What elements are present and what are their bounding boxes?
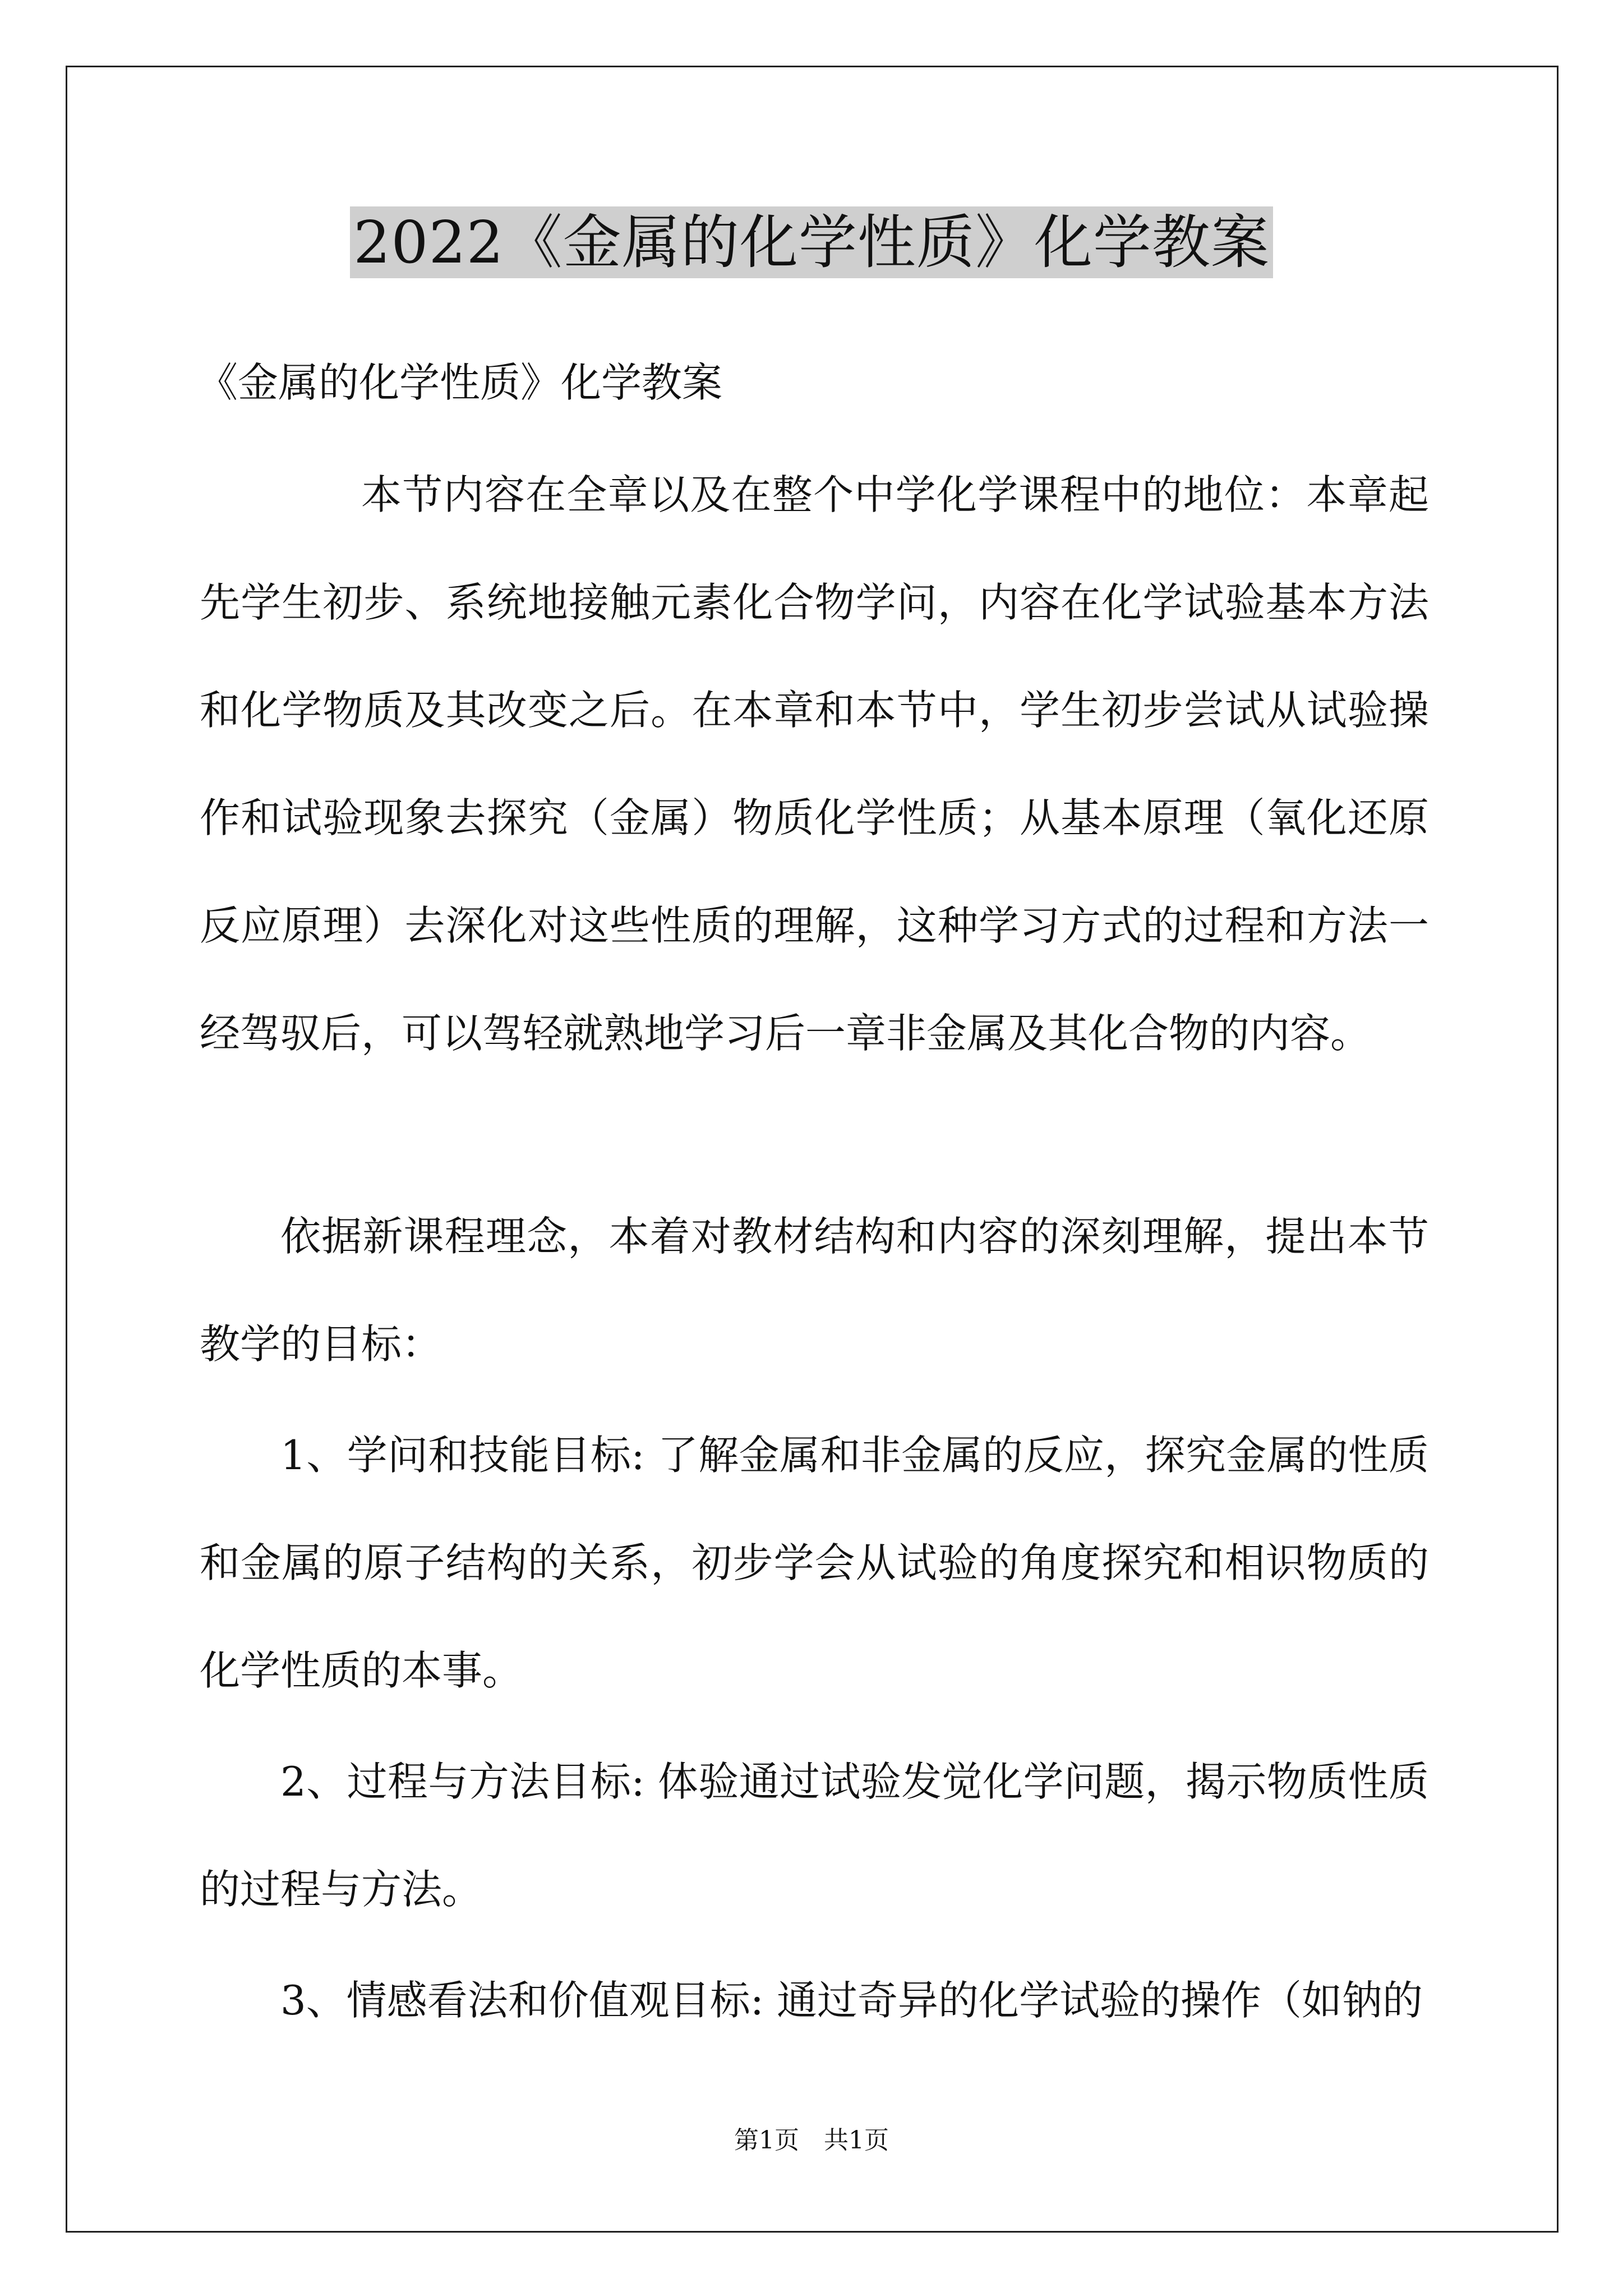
paragraph-intro: 本节内容在全章以及在整个中学化学课程中的地位：本章起先学生初步、系统地接触元素化合物学问，内容在化学试验基本方法和化学物质及其改变之后。在本章和本节中，学生初步尝试从试验操作和试验现象去探究（金属）物质化学性质；从基本原理（氧化还原反应原理）去深化对这些性质的理解，这种学习方式的过程和方法一经驾驭后，可以驾轻就熟地学习后一章非金属及其化合物的内容。: [200, 471, 1429, 1057]
paragraph-objective-2: 2、过程与方法目标: 体验通过试验发觉化学问题，揭示物质性质的过程与方法。: [200, 1758, 1429, 1913]
paragraph-objective-3: 3、情感看法和价值观目标: 通过奇异的化学试验的操作（如钠的: [280, 1977, 1423, 2024]
paragraph-objective-1: 1、学问和技能目标: 了解金属和非金属的反应，探究金属的性质和金属的原子结构的关系，初步学会从试验的角度探究和相识物质的化学性质的本事。: [200, 1432, 1429, 1694]
document-title: 2022《金属的化学性质》化学教案: [350, 206, 1273, 278]
title-container: [0, 206, 1623, 278]
page-footer: 第1页 共1页: [734, 2126, 889, 2155]
paragraph-objectives-lead: 依据新课程理念，本着对教材结构和内容的深刻理解，提出本节教学的目标：: [200, 1213, 1429, 1368]
document-subtitle: 《金属的化学性质》化学教案: [197, 359, 723, 406]
